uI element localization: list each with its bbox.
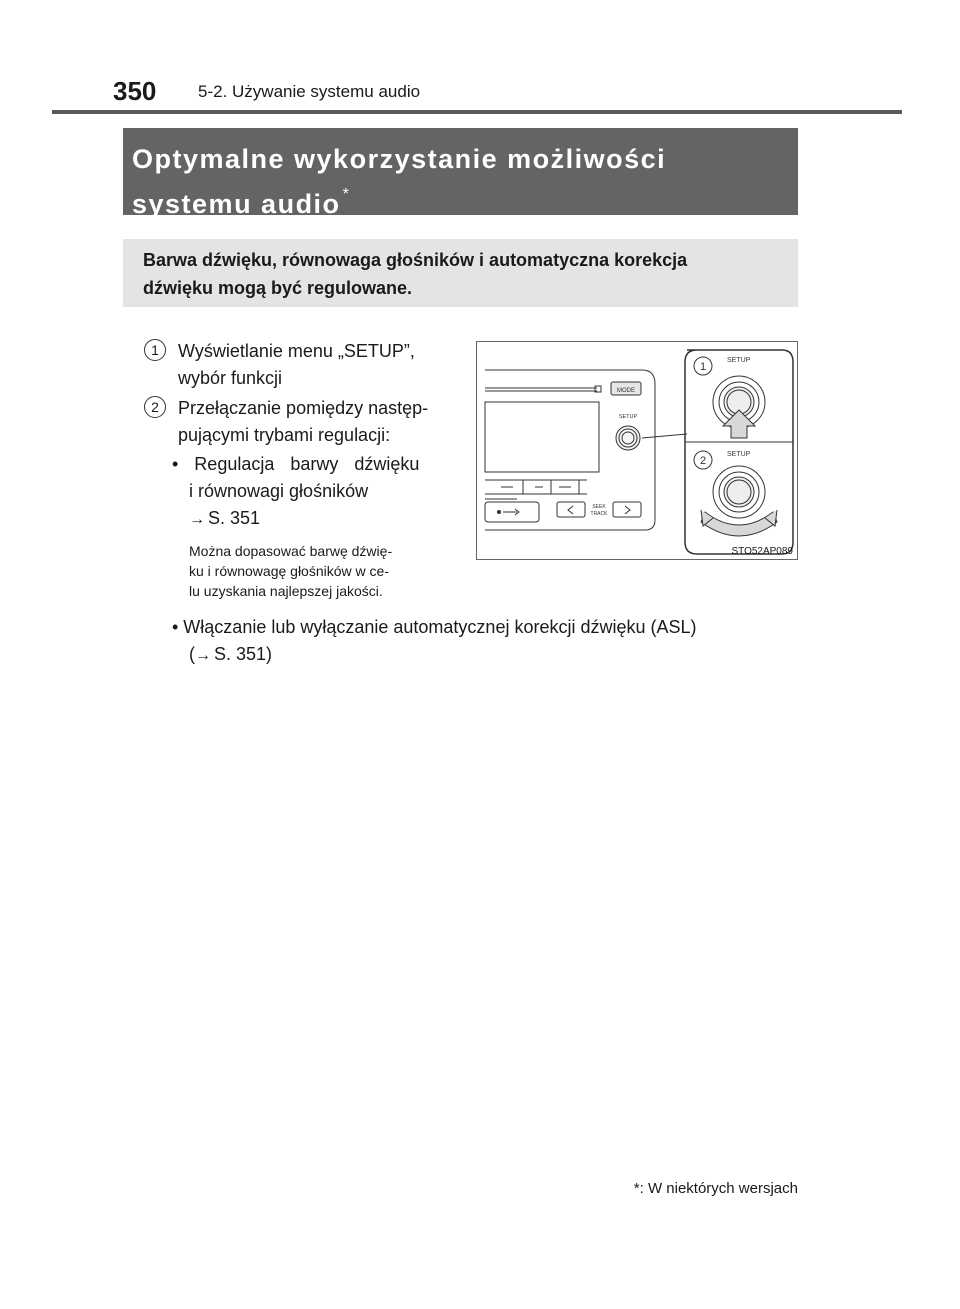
- audio-panel-illustration: [476, 341, 798, 560]
- seek-label-1: SEEK: [592, 504, 606, 510]
- audio-panel-drawing: [477, 342, 797, 559]
- note-line-2: ku i równowagę głośników w ce-: [189, 563, 389, 579]
- note-line-1: Można dopasować barwę dźwię-: [189, 543, 393, 559]
- callout-2-number: 2: [699, 455, 707, 467]
- bullet-1-line-2: i równowagi głośników: [189, 481, 369, 501]
- item-2-number: 2: [144, 396, 166, 418]
- seek-label-2: TRACK: [590, 511, 608, 517]
- callout-1-number: 1: [699, 361, 707, 373]
- item-2-line-2: pującymi trybami regulacji:: [178, 425, 391, 445]
- bullet-1: [172, 451, 464, 533]
- item-1-text: [178, 338, 415, 392]
- page-number: 350: [113, 76, 157, 106]
- item-2-line-1: Przełączanie pomiędzy następ-: [178, 398, 429, 418]
- bullet-2-ref: [172, 641, 697, 669]
- arrow-right-icon: →: [195, 647, 211, 664]
- bullet-1-ref: [172, 505, 464, 533]
- title-line-2: [132, 177, 798, 222]
- figure-code: STO52AP089: [731, 546, 793, 557]
- title-box: [123, 128, 798, 219]
- item-1-line-1: Wyświetlanie menu „SETUP”,: [178, 341, 415, 361]
- title-line-2-text: systemu audio: [132, 189, 341, 219]
- arrow-right-icon: →: [189, 511, 205, 528]
- note-line-3: lu uzyskania najlepszej jakości.: [189, 583, 383, 599]
- bullet-2-line-1: • Włączanie lub wyłączanie automatycznej korekcji dźwięku (ASL): [172, 617, 697, 637]
- bullet-2: [172, 614, 697, 669]
- header-rule: [52, 110, 902, 114]
- footnote: [634, 1180, 798, 1197]
- footnote-text: : W niektórych wersjach: [639, 1180, 798, 1197]
- item-2-text: [178, 395, 428, 449]
- intro-line-2: dźwięku mogą być regulowane.: [143, 278, 413, 298]
- bullet-2-ref-text: S. 351): [214, 644, 273, 664]
- footnote-asterisk: *: [633, 1180, 640, 1197]
- title-line-1: Optymalne wykorzystanie możliwości: [132, 144, 667, 174]
- callout-1-setup-label: SETUP: [727, 357, 751, 364]
- title-asterisk: *: [342, 186, 349, 203]
- section-header: 5-2. Używanie systemu audio: [198, 82, 421, 101]
- bullet-2-ref-open: (: [189, 644, 195, 664]
- item-1-number: 1: [144, 339, 166, 361]
- bullet-1-note: [189, 541, 464, 601]
- bullet-1-ref-text: S. 351: [208, 508, 261, 528]
- bullet-1-line-1: • Regulacja barwy dźwięku: [172, 454, 420, 474]
- intro-line-1: Barwa dźwięku, równowaga głośników i automatyczna korekcja: [143, 250, 688, 270]
- callout-2-setup-label: SETUP: [727, 451, 751, 458]
- item-1-line-2: wybór funkcji: [178, 368, 283, 388]
- mode-label: MODE: [617, 388, 635, 394]
- intro-box: [123, 239, 798, 307]
- panel-setup-label: SETUP: [618, 414, 638, 420]
